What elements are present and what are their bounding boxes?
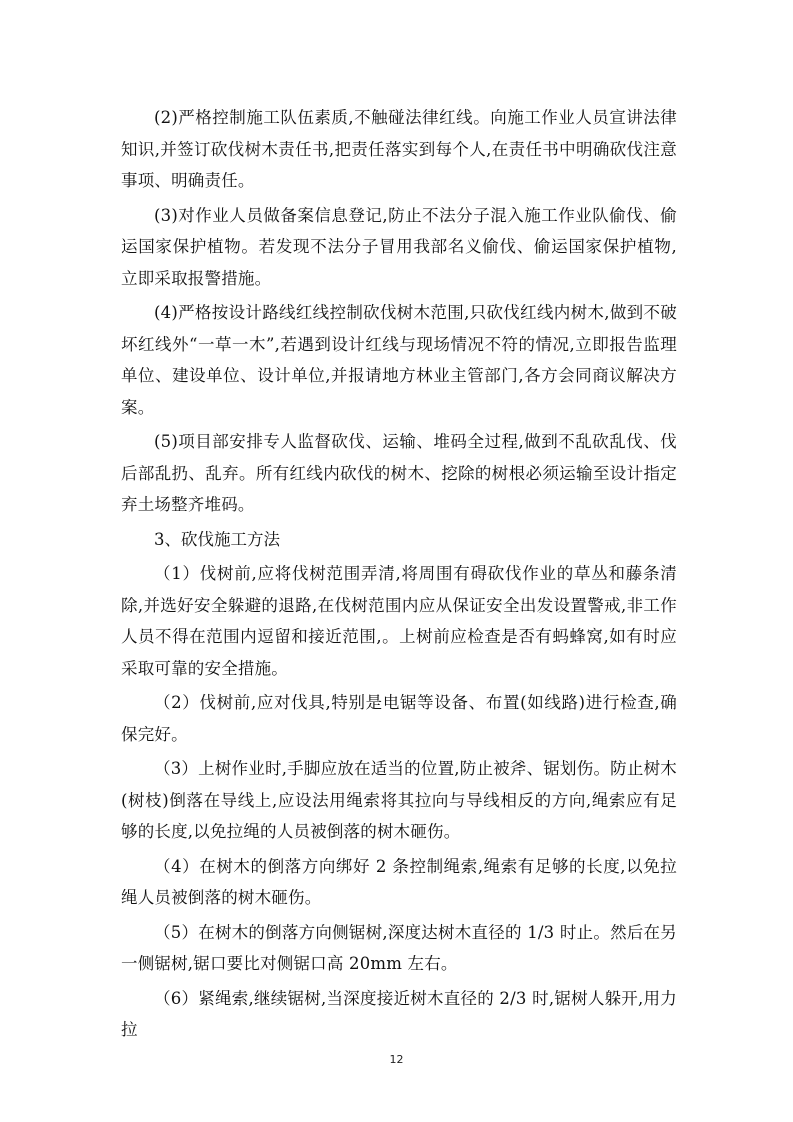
paragraph-2: (2)严格控制施工队伍素质,不触碰法律红线。向施工作业人员宣讲法律知识,并签订砍伐树木责任书,把责任落实到每个人,在责任书中明确砍伐注意事项、明确责任。 <box>121 108 677 190</box>
body-text <box>121 102 677 1049</box>
paragraph-4: (4)严格按设计路线红线控制砍伐树木范围,只砍伐红线内树木,做到不破坏红线外“一草一木”,若遇到设计红线与现场情况不符的情况,立即报告监理单位、建设单位、设计单位,并报请地方林业主管部门,各方会同商议解决方案。 <box>121 303 677 417</box>
method-paragraph-3: （3）上树作业时,手脚应放在适当的位置,防止被斧、锯划伤。防止树木(树枝)倒落在导线上,应设法用绳索将其拉向与导线相反的方向,绳索应有足够的长度,以免拉绳的人员被倒落的树木砸伤。 <box>121 759 677 841</box>
page-number: 12 <box>389 1053 404 1066</box>
method-paragraph-1: （1）伐树前,应将伐树范围弄清,将周围有碍砍伐作业的草丛和藤条清除,并选好安全躲避的退路,在伐树范围内应从保证安全出发设置警戒,非工作人员不得在范围内逗留和接近范围,。上树前应检查是否有蚂蜂窝,如有时应采取可靠的安全措施。 <box>121 564 677 678</box>
paragraph-3: (3)对作业人员做备案信息登记,防止不法分子混入施工作业队偷伐、偷运国家保护植物。若发现不法分子冒用我部名义偷伐、偷运国家保护植物,立即采取报警措施。 <box>121 205 677 288</box>
method-paragraph-2: （2）伐树前,应对伐具,特别是电锯等设备、布置(如线路)进行检查,确保完好。 <box>121 693 677 744</box>
paragraph-5: (5)项目部安排专人监督砍伐、运输、堆码全过程,做到不乱砍乱伐、伐后部乱扔、乱弃。所有红线内砍伐的树木、挖除的树根必须运输至设计指定弃土场整齐堆码。 <box>121 432 677 514</box>
section-heading: 3、砍伐施工方法 <box>154 529 280 549</box>
method-paragraph-5: （5）在树木的倒落方向侧锯树,深度达树木直径的 1/3 时止。然后在另一侧锯树,锯口要比对侧锯口高 20mm 左右。 <box>121 922 677 973</box>
method-paragraph-4: （4）在树木的倒落方向绑好 2 条控制绳索,绳索有足够的长度,以免拉绳人员被倒落的树木砸伤。 <box>121 856 677 907</box>
method-paragraph-6: （6）紧绳索,继续锯树,当深度接近树木直径的 2/3 时,锯树人躲开,用力拉 <box>121 988 677 1039</box>
